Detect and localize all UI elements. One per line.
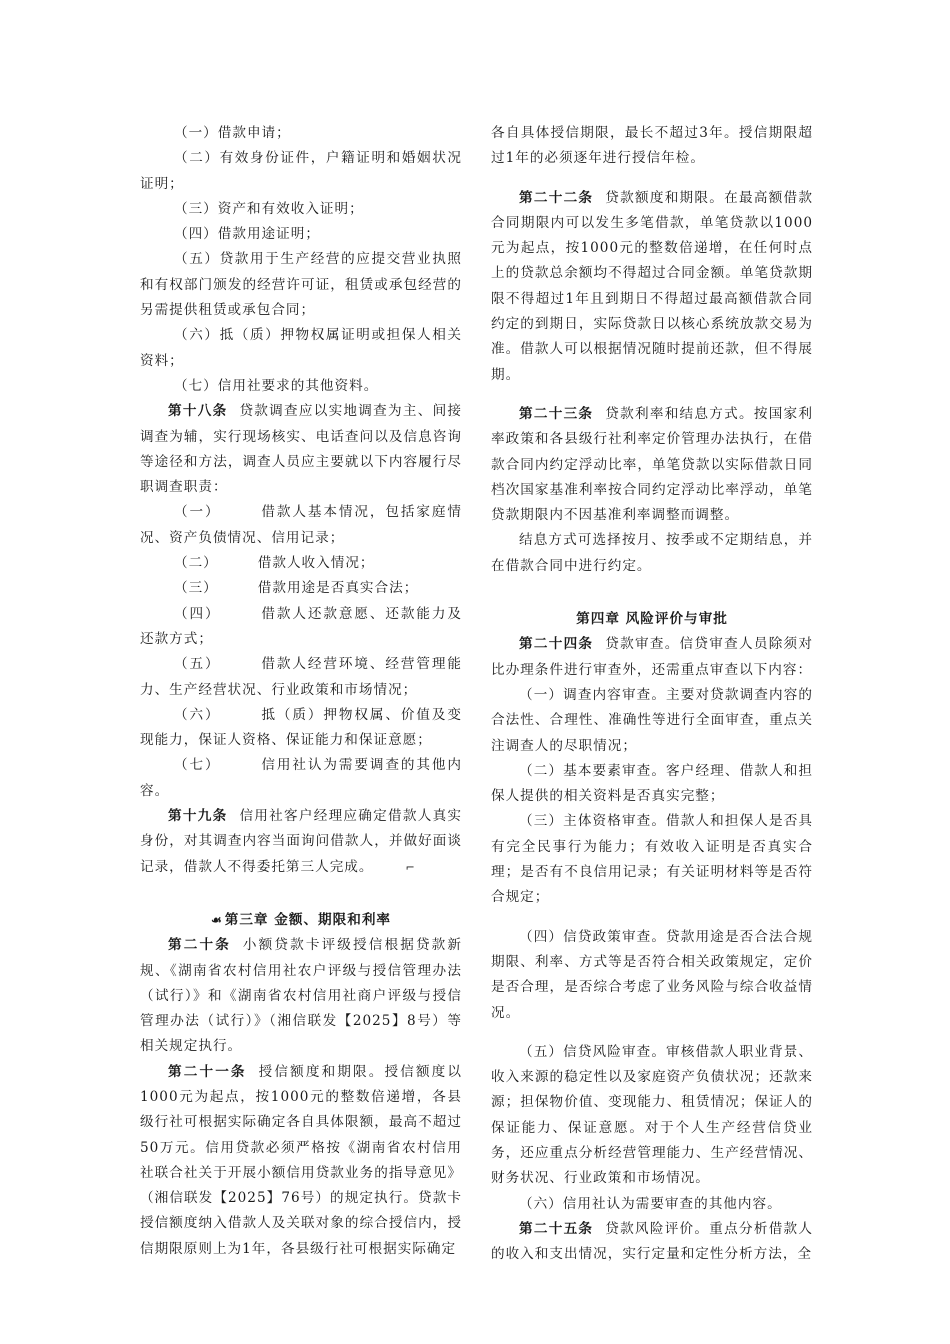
leaf-icon: ☙ xyxy=(210,912,223,927)
item-number: （五） xyxy=(174,656,221,673)
list-item: （五）信贷风险审查。审核借款人职业背景、收入来源的稳定性以及家庭资产负债状况；还款来源；担保物价值、变现能力、租赁情况；保证人的保证能力、保证意愿。对于个人生产经营信贷业务，还应重点分析经营管理能力、生产经营情况、财务状况、行业政策和市场情况。 xyxy=(491,1043,813,1187)
article-title: 第二十四条 xyxy=(519,636,594,653)
list-item xyxy=(140,652,462,703)
list-item: （二）基本要素审查。客户经理、借款人和担保人提供的相关资料是否真实完整； xyxy=(491,762,813,805)
list-item xyxy=(140,576,462,601)
article-title: 第二十条 xyxy=(168,937,231,954)
article-title: 第二十一条 xyxy=(168,1063,247,1080)
right-column xyxy=(491,121,813,1267)
item-number: （七） xyxy=(174,757,221,774)
article-body: 贷款调查应以实地调查为主、间接调查为辅，实行现场核实、电话查问以及信息咨询等途径和方法，调查人员应主要就以下内容履行尽职调查职责： xyxy=(140,403,463,496)
item-text: 借款人收入情况； xyxy=(257,555,375,572)
article-body: 贷款利率和结息方式。按国家利率政策和各县级行社利率定价管理办法执行，在借款合同内约定浮动比率，单笔贷款以实际借款日同档次国家基准利率按合同约定浮动比率浮动，单笔贷款期限内不因基准利率调整而调整。 xyxy=(491,405,814,524)
item-number: （四） xyxy=(174,605,221,622)
item-text: 抵（质）押物权属、价值及变现能力，保证人资格、保证能力和保证意愿； xyxy=(140,706,462,749)
article-25 xyxy=(491,1217,813,1268)
section-mark-icon: ⌐ xyxy=(405,860,416,874)
article-title: 第十八条 xyxy=(168,403,228,420)
paragraph: （六）抵（质）押物权属证明或担保人相关资料； xyxy=(140,327,462,369)
article-body: 授信额度和期限。授信额度以1000元为起点，按1000元的整数倍递增，各县级行社可根据实际确定各自具体限额，最高不超过50万元。信用贷款必须严格按《湖南省农村信用社联合社关于开展小额信用贷款业务的指导意见》（湘信联发【2025】76号）的规定执行。贷款卡授信额度纳入借款人及关联对象的综合授信内，授信期限原则上为1年，各县级行社可根据实际确定 xyxy=(140,1063,463,1257)
item-text: 借款用途是否真实合法； xyxy=(257,580,419,597)
item-text: 信用社认为需要调查的其他内容。 xyxy=(140,757,462,799)
paragraph: （四）借款用途证明； xyxy=(174,226,320,243)
item-text: 借款人基本情况，包括家庭情况、资产负债情况、信用记录； xyxy=(140,504,462,546)
chapter-heading: 第四章 风险评价与审批 xyxy=(576,611,728,628)
paragraph: （三）资产和有效收入证明； xyxy=(174,200,364,217)
paragraph: （二）有效身份证件，户籍证明和婚姻状况证明； xyxy=(140,150,462,192)
list-item: （六）信用社认为需要审查的其他内容。 xyxy=(519,1195,782,1212)
article-21 xyxy=(140,1060,462,1262)
article-22 xyxy=(491,186,813,388)
article-title: 第二十三条 xyxy=(519,405,594,422)
article-title: 第二十二条 xyxy=(519,189,594,206)
paragraph: （七）信用社要求的其他资料。 xyxy=(174,377,379,394)
item-number: （一） xyxy=(174,504,221,521)
article-20 xyxy=(140,933,462,1059)
list-item xyxy=(140,551,462,576)
article-body: 小额贷款卡评级授信根据贷款新规、《湖南省农村信用社农户评级与授信管理办法（试行）》和《湖南省农村信用社商户评级与授信管理办法（试行）》（湘信联发【2025】8号）等相关规定执行。 xyxy=(140,937,463,1055)
paragraph: 结息方式可选择按月、按季或不定期结息，并在借款合同中进行约定。 xyxy=(491,532,813,574)
list-item: （三）主体资格审查。借款人和担保人是否具有完全民事行为能力；有效收入证明是否真实合理；是否有不良信用记录；有关证明材料等是否符合规定； xyxy=(491,813,813,906)
article-body: 贷款额度和期限。在最高额借款合同期限内可以发生多笔借款，单笔贷款以1000元为起点，按1000元的整数倍递增，在任何时点上的贷款总余额均不得超过合同金额。单笔贷款期限不得超过1年且到期日不得超过最高额借款合同约定的到期日，实际贷款日以核心系统放款交易为准。借款人可以根据情况随时提前还款，但不得展期。 xyxy=(491,189,814,383)
paragraph: （五）贷款用于生产经营的应提交营业执照和有权部门颁发的经营许可证，租赁或承包经营的另需提供租赁或承包合同； xyxy=(140,251,462,319)
article-18 xyxy=(140,399,462,500)
article-body: 信用社客户经理应确定借款人真实身份，对其调查内容当面询问借款人，并做好面谈记录，借款人不得委托第三人完成。 xyxy=(140,808,463,875)
list-item xyxy=(140,703,462,754)
list-item xyxy=(140,753,462,804)
list-item xyxy=(140,602,462,653)
article-23 xyxy=(491,402,813,528)
list-item xyxy=(140,500,462,551)
paragraph: 各自具体授信期限，最长不超过3年。授信期限超过1年的必须逐年进行授信年检。 xyxy=(491,125,813,167)
item-number: （三） xyxy=(174,580,218,597)
item-text: 借款人经营环境、经营管理能力、生产经营状况、行业政策和市场情况； xyxy=(140,656,462,698)
article-title: 第十九条 xyxy=(168,808,228,825)
list-item: （四）信贷政策审查。贷款用途是否合法合规期限、利率、方式等是否符合相关政策规定，定价是否合理，是否综合考虑了业务风险与综合收益情况。 xyxy=(491,928,813,1021)
item-number: （六） xyxy=(174,706,221,723)
left-column xyxy=(140,121,462,1262)
list-item: （一）调查内容审查。主要对贷款调查内容的合法性、合理性、准确性等进行全面审查，重点关注调查人的尽职情况； xyxy=(491,686,813,754)
article-title: 第二十五条 xyxy=(519,1220,594,1237)
paragraph: （一）借款申请； xyxy=(174,125,291,141)
chapter-title: 第三章 金额、期限和利率 xyxy=(224,911,392,928)
item-number: （二） xyxy=(174,555,218,572)
article-19 xyxy=(140,804,462,880)
article-body: 贷款审查。信贷审查人员除须对比办理条件进行审查外，还需重点审查以下内容： xyxy=(491,636,814,678)
article-24 xyxy=(491,632,813,683)
item-text: 借款人还款意愿、还款能力及还款方式； xyxy=(140,605,462,647)
article-body: 贷款风险评价。重点分析借款人的收入和支出情况，实行定量和定性分析方法，全 xyxy=(491,1220,814,1263)
chapter-heading xyxy=(140,908,462,933)
